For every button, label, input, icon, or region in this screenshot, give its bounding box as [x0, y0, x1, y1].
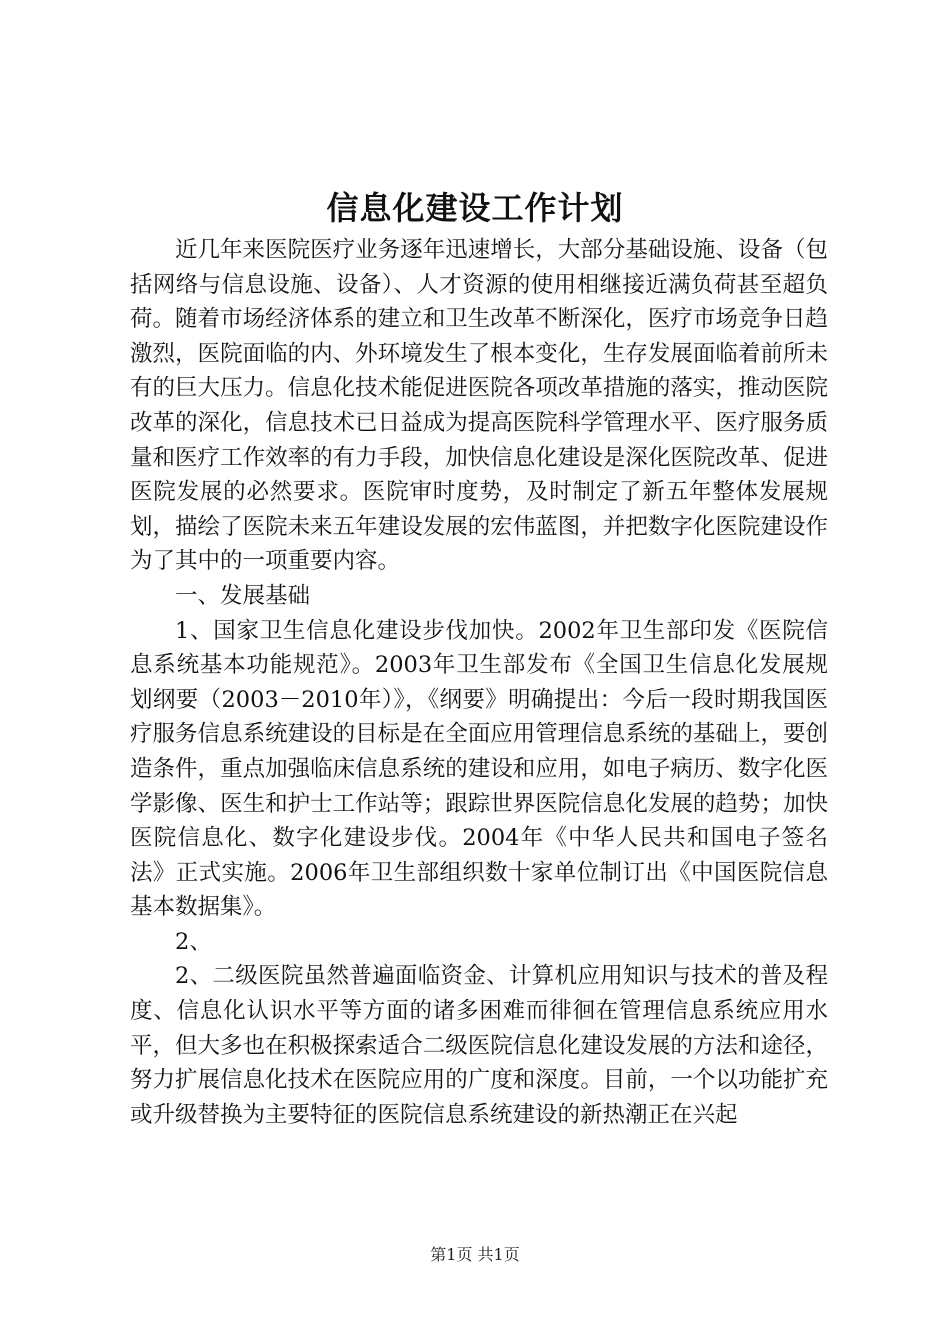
paragraph-secondary-hospitals: 2、二级医院虽然普遍面临资金、计算机应用知识与技术的普及程度、信息化认识水平等方面的诸多困难而徘徊在管理信息系统应用水平，但大多也在积极探索适合二级医院信息化建设发展的方法和途径，努力扩展信息化技术在医院应用的广度和深度。目前，一个以功能扩充或升级替换为主要特征的医院信息系统建设的新热潮正在兴起 — [130, 963, 828, 1128]
paragraph-item-2-stub: 2、 — [175, 928, 212, 955]
paragraph-national-informatization: 1、国家卫生信息化建设步伐加快。2002年卫生部印发《医院信息系统基本功能规范》。2003年卫生部发布《全国卫生信息化发展规划纲要（2003－2010年）》，《纲要》明确提出：今后一段时期我国医疗服务信息系统建设的目标是在全面应用管理信息系统的基础上，要创造条件，重点加强临床信息系统的建设和应用，如电子病历、数字化医学影像、医生和护士工作站等；跟踪世界医院信息化发展的趋势；加快医院信息化、数字化建设步伐。2004年《中华人民共和国电子签名法》正式实施。2006年卫生部组织数十家单位制订出《中国医院信息基本数据集》。 — [130, 617, 828, 921]
document-title: 信息化建设工作计划 — [326, 189, 624, 227]
page-footer: 第1页 共1页 — [430, 1245, 520, 1264]
paragraph-intro: 近几年来医院医疗业务逐年迅速增长，大部分基础设施、设备（包括网络与信息设施、设备）、人才资源的使用相继接近满负荷甚至超负荷。随着市场经济体系的建立和卫生改革不断深化，医疗市场竞争日趋激烈，医院面临的内、外环境发生了根本变化，生存发展面临着前所未有的巨大压力。信息化技术能促进医院各项改革措施的落实，推动医院改革的深化，信息技术已日益成为提高医院科学管理水平、医疗服务质量和医疗工作效率的有力手段，加快信息化建设是深化医院改革、促进医院发展的必然要求。医院审时度势，及时制定了新五年整体发展规划，描绘了医院未来五年建设发展的宏伟蓝图，并把数字化医院建设作为了其中的一项重要内容。 — [130, 237, 828, 575]
document-body — [130, 233, 828, 1132]
section-heading-development-basis: 一、发展基础 — [175, 582, 311, 609]
